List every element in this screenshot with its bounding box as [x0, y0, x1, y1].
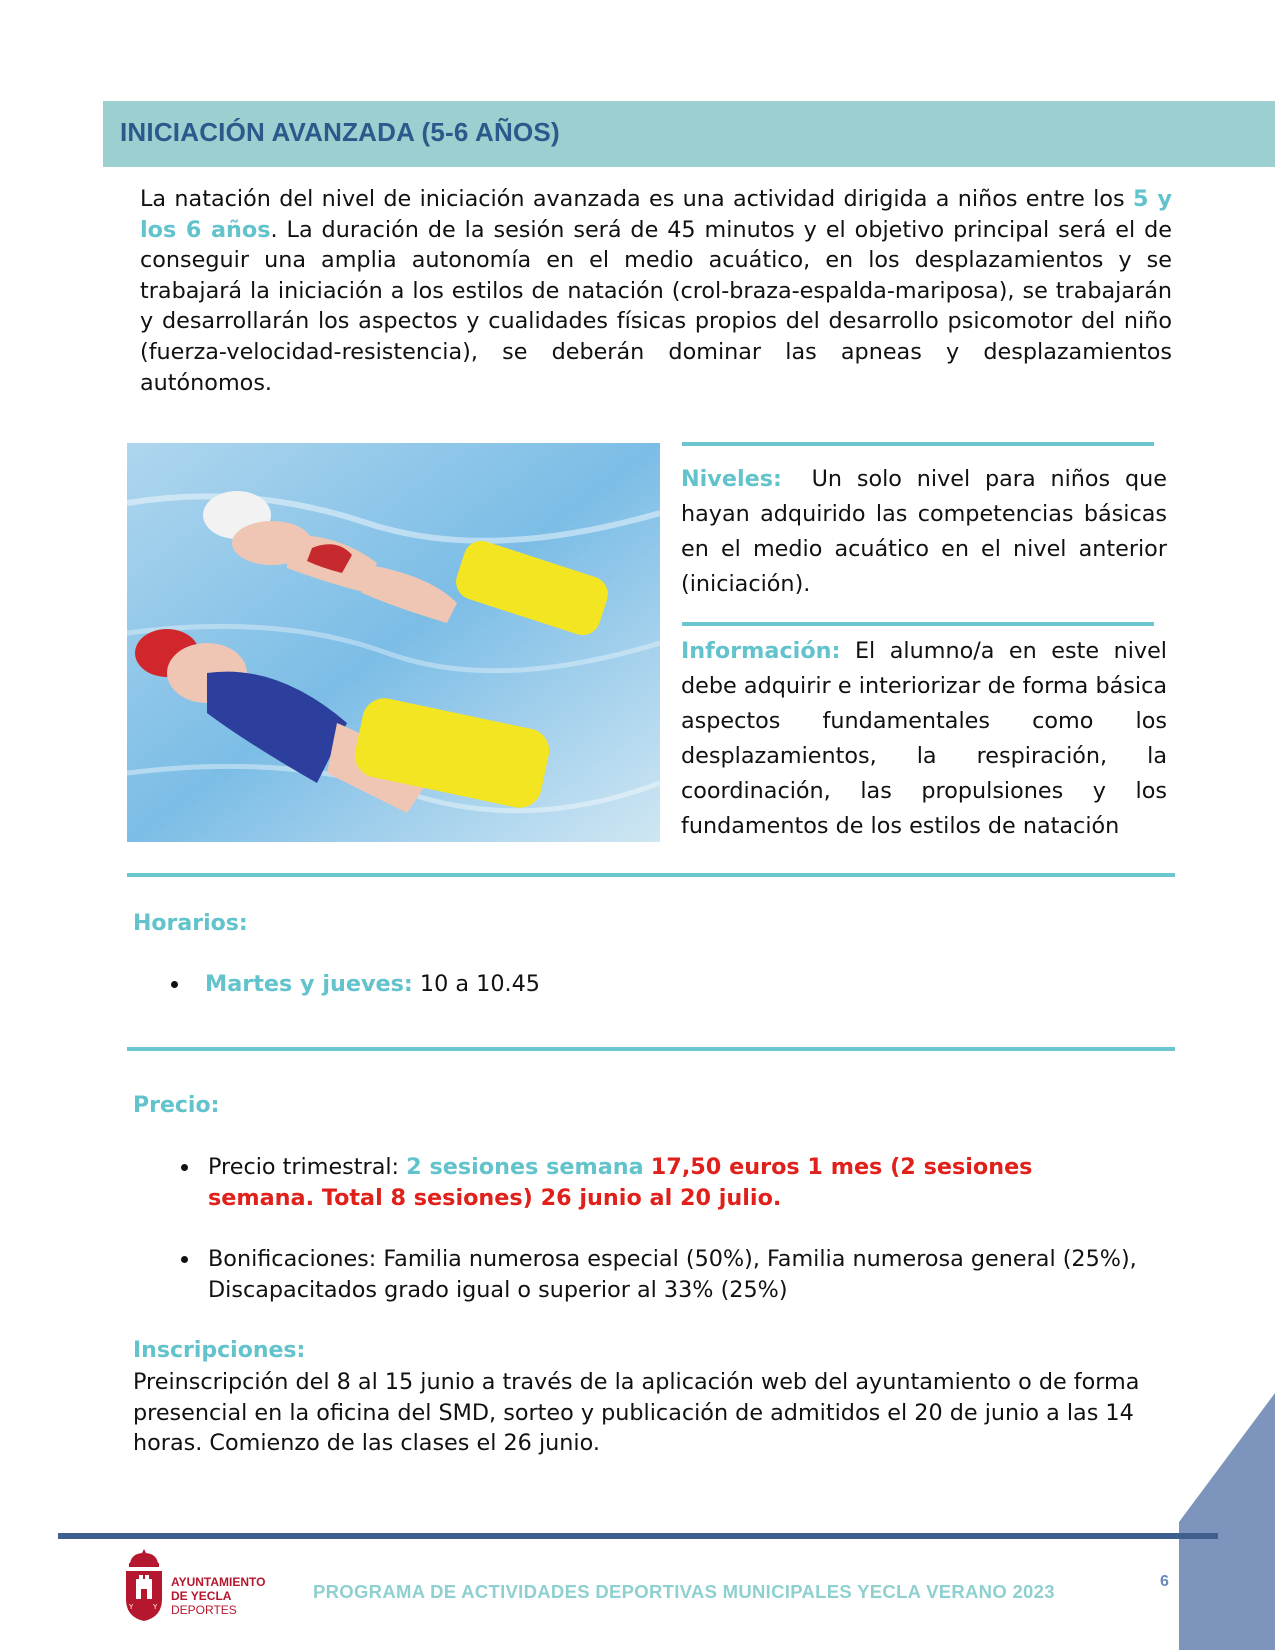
precio-top-rule	[127, 1047, 1175, 1051]
horario-days: Martes y jueves:	[205, 971, 413, 997]
svg-text:Y: Y	[153, 1603, 158, 1611]
swimming-children-photo	[127, 443, 660, 842]
precio-detail: 17,50 euros 1 mes (2 sesiones semana. Total 8 sesiones) 26 junio al 20 julio.	[208, 1154, 1033, 1211]
logo-text	[171, 1575, 265, 1617]
age-range-highlight: 5 y los 6 años	[140, 186, 1173, 243]
inscripciones-label: Inscripciones:	[133, 1338, 306, 1363]
informacion-text: El alumno/a en este nivel debe adquirir e interiorizar de forma básica aspectos fundamentales como los desplazamientos, la respiración, la coordinación, las propulsiones y los fundamentos de los estilos de natación	[681, 638, 1167, 839]
logo-line2: DE YECLA	[171, 1589, 232, 1603]
niveles-top-rule	[682, 442, 1154, 446]
page-title: INICIACIÓN AVANZADA (5-6 AÑOS)	[120, 117, 560, 147]
horarios-label: Horarios:	[133, 911, 248, 936]
niveles-label: Niveles:	[681, 466, 782, 492]
bullet-dot	[181, 1164, 188, 1171]
intro-text-end: . La duración de la sesión será de 45 minutos y el objetivo principal será el de conseguir una amplia autonomía en el medio acuático, en los desplazamientos y se trabajará la iniciación a los estilos de natación (crol-braza-espalda-mariposa), se trabajarán y desarrollarán los aspectos y cualidades físicas propios del desarrollo psicomotor del niño (fuerza-velocidad-resistencia), se deberán dominar las apneas y desplazamientos autónomos.	[140, 216, 1172, 396]
informacion-block	[681, 634, 1167, 844]
bonificaciones-item: Bonificaciones: Familia numerosa especial (50%), Familia numerosa general (25%), Discapacitados grado igual o superior al 33% (25%)	[208, 1246, 1137, 1303]
niveles-text: Un solo nivel para niños que hayan adquirido las competencias básicas en el medio acuático en el nivel anterior (iniciación).	[681, 466, 1167, 597]
intro-text-start: La natación del nivel de iniciación avanzada es una actividad dirigida a niños entre los	[140, 186, 1133, 212]
informacion-label: Información:	[681, 638, 841, 664]
niveles-block	[681, 462, 1167, 602]
logo-line3: DEPORTES	[171, 1603, 237, 1617]
program-title: PROGRAMA DE ACTIVIDADES DEPORTIVAS MUNICIPALES YECLA VERANO 2023	[313, 1581, 1055, 1602]
bullet-dot	[181, 1256, 188, 1263]
horario-time: 10 a 10.45	[419, 971, 540, 997]
precio-trimestral-item	[208, 1152, 1138, 1213]
precio-prefix: Precio trimestral:	[208, 1154, 400, 1180]
intro-paragraph	[140, 184, 1172, 398]
precio-label: Precio:	[133, 1093, 220, 1118]
yecla-coat-of-arms-icon	[122, 1547, 166, 1623]
bullet-dot	[171, 981, 178, 988]
title-bar	[103, 101, 1275, 167]
page-number: 6	[1160, 1573, 1169, 1590]
inscripciones-text: Preinscripción del 8 al 15 junio a través de la aplicación web del ayuntamiento o de forma presencial en la oficina del SMD, sorteo y publicación de admitidos el 20 de junio a las 14 horas. Comienzo de las clases el 26 junio.	[133, 1369, 1140, 1457]
precio-sessions: 2 sesiones semana	[406, 1154, 644, 1180]
svg-text:Y: Y	[129, 1603, 134, 1611]
logo-line1: AYUNTAMIENTO	[171, 1575, 266, 1589]
footer-rule	[58, 1533, 1218, 1539]
horarios-top-rule	[127, 873, 1175, 877]
informacion-top-rule	[682, 622, 1154, 626]
horario-item	[205, 969, 540, 1000]
